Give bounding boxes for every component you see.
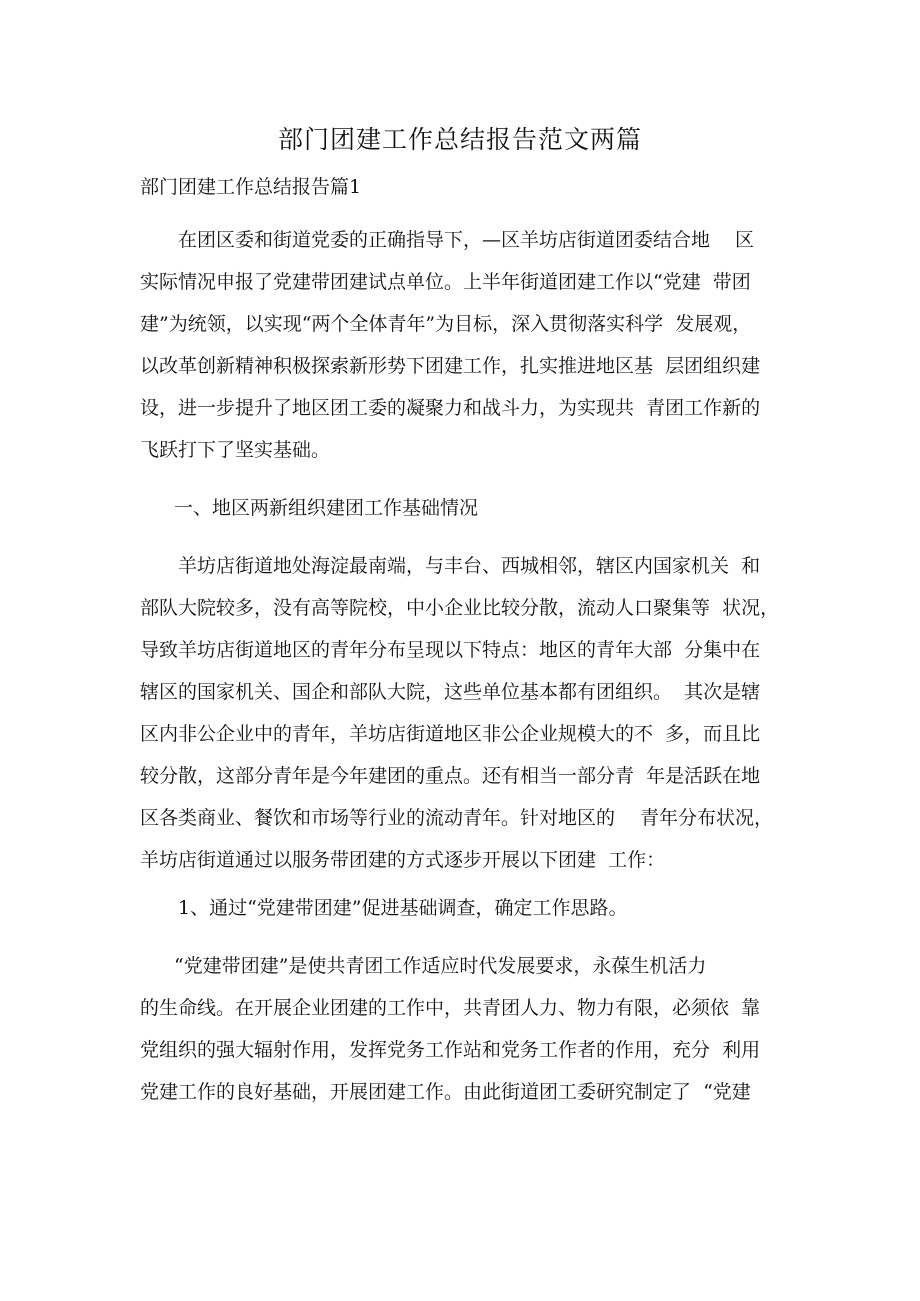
- paragraph-line: 的生命线。在开展企业团建的工作中，共青团人力、物力有限，必须依 靠: [140, 997, 761, 1019]
- paragraph-line: 党组织的强大辐射作用，发挥党务工作站和党务工作者的作用，充分 利用: [140, 1039, 761, 1061]
- paragraph-line: 导致羊坊店街道地区的青年分布呈现以下特点：地区的青年大部 分集中在: [140, 639, 761, 661]
- paragraph-line: 辖区的国家机关、国企和部队大院，这些单位基本都有团组织。 其次是辖: [140, 681, 761, 703]
- paragraph-line: 设，进一步提升了地区团工委的凝聚力和战斗力，为实现共 青团工作新的: [140, 397, 761, 419]
- paragraph-line: 部队大院较多，没有高等院校，中小企业比较分散，流动人口聚集等 状况，: [140, 597, 780, 619]
- paragraph-line: 以改革创新精神积极探索新形势下团建工作，扎实推进地区基 层团组织建: [140, 355, 761, 377]
- paragraph-line: 羊坊店街道通过以服务带团建的方式逐步开展以下团建 工作：: [140, 849, 666, 871]
- paragraph-line: 建”为统领，以实现“两个全体青年”为目标，深入贯彻落实科学 发展观，: [140, 313, 752, 335]
- paragraph-line: 飞跃打下了坚实基础。: [140, 439, 331, 461]
- paragraph-line: “党建带团建”是使共青团工作适应时代发展要求，永葆生机活力: [174, 955, 707, 977]
- paragraph-line: 实际情况申报了党建带团建试点单位。上半年街道团建工作以“党建 带团: [140, 271, 751, 293]
- item-heading: 1、通过“党建带团建”促进基础调查，确定工作思路。: [178, 897, 628, 919]
- document-title: 部门团建工作总结报告范文两篇: [277, 125, 642, 154]
- paragraph-line: 区内非公企业中的青年，羊坊店街道地区非公企业规模大的不 多，而且比: [140, 723, 761, 745]
- document-subtitle: 部门团建工作总结报告篇1: [140, 176, 362, 198]
- paragraph-line: 党建工作的良好基础，开展团建工作。由此街道团工委研究制定了 “党建: [140, 1081, 751, 1103]
- paragraph-line: 区各类商业、餐饮和市场等行业的流动青年。针对地区的 青年分布状况，: [140, 807, 774, 829]
- paragraph-line: 羊坊店街道地处海淀最南端，与丰台、西城相邻，辖区内国家机关 和: [178, 555, 761, 577]
- paragraph-line: 在团区委和街道党委的正确指导下，—区羊坊店街道团委结合地 区: [178, 229, 755, 251]
- section-heading: 一、地区两新组织建团工作基础情况: [174, 497, 479, 519]
- paragraph-line: 较分散，这部分青年是今年建团的重点。还有相当一部分青 年是活跃在地: [140, 765, 761, 787]
